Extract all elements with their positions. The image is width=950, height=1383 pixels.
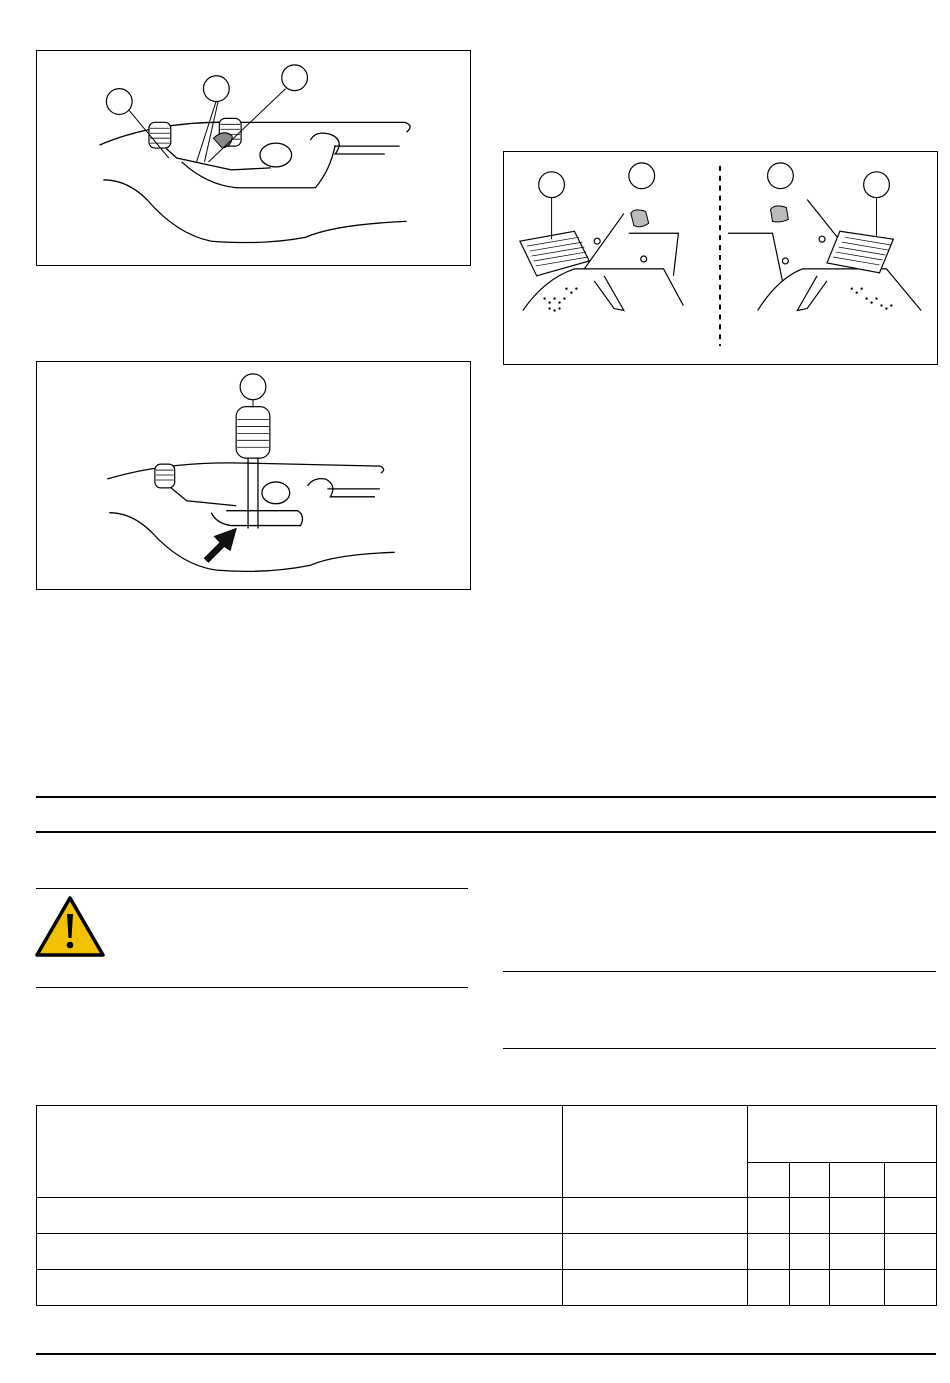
callout-circle-left-1 (539, 172, 565, 198)
page-footer-rule (36, 1353, 936, 1355)
warning-triangle-icon (34, 895, 106, 958)
table-cell (563, 1198, 748, 1234)
table-cell (885, 1270, 937, 1306)
table-cell (37, 1270, 563, 1306)
callout-circle-1 (240, 374, 266, 400)
table-cell (37, 1234, 563, 1270)
warning-rule-top (36, 888, 468, 889)
table-cell (790, 1270, 830, 1306)
callout-circle-3 (282, 65, 308, 91)
table-row (37, 1234, 937, 1270)
note-rule-top (503, 971, 936, 972)
pedals-drawing (504, 152, 937, 364)
header-cell (37, 1106, 563, 1198)
header-cell (563, 1106, 748, 1198)
callout-circle-right-2 (864, 172, 890, 198)
table-cell (830, 1270, 885, 1306)
table-header-row (37, 1106, 937, 1163)
table-cell (790, 1198, 830, 1234)
figure-pedals-left-right (503, 151, 938, 365)
arrow-icon (204, 529, 236, 563)
table-row (37, 1198, 937, 1234)
callout-circle-2 (203, 76, 229, 102)
lever-overview-drawing (37, 51, 470, 265)
callout-circle-1 (106, 89, 132, 115)
callout-circle-right-1 (768, 163, 794, 189)
table-cell (748, 1270, 790, 1306)
subheader-cell (830, 1163, 885, 1198)
table-cell (790, 1234, 830, 1270)
table-cell (830, 1198, 885, 1234)
table-cell (748, 1198, 790, 1234)
table-cell (748, 1234, 790, 1270)
table-cell (885, 1234, 937, 1270)
section-rule-top (36, 796, 936, 798)
note-rule-bottom (503, 1048, 936, 1049)
warning-rule-bottom (36, 987, 468, 988)
callout-circle-left-2 (629, 163, 655, 189)
figure-lever-arrow (36, 361, 471, 590)
header-cell (748, 1106, 937, 1163)
table-cell (563, 1234, 748, 1270)
table-cell (830, 1234, 885, 1270)
figure-lever-overview (36, 50, 471, 266)
spec-table (36, 1105, 937, 1306)
table-cell (37, 1198, 563, 1234)
subheader-cell (748, 1163, 790, 1198)
lever-arrow-drawing (37, 362, 470, 589)
table-row (37, 1270, 937, 1306)
subheader-cell (885, 1163, 937, 1198)
section-rule-bottom (36, 831, 936, 833)
subheader-cell (790, 1163, 830, 1198)
table-cell (563, 1270, 748, 1306)
table-cell (885, 1198, 937, 1234)
